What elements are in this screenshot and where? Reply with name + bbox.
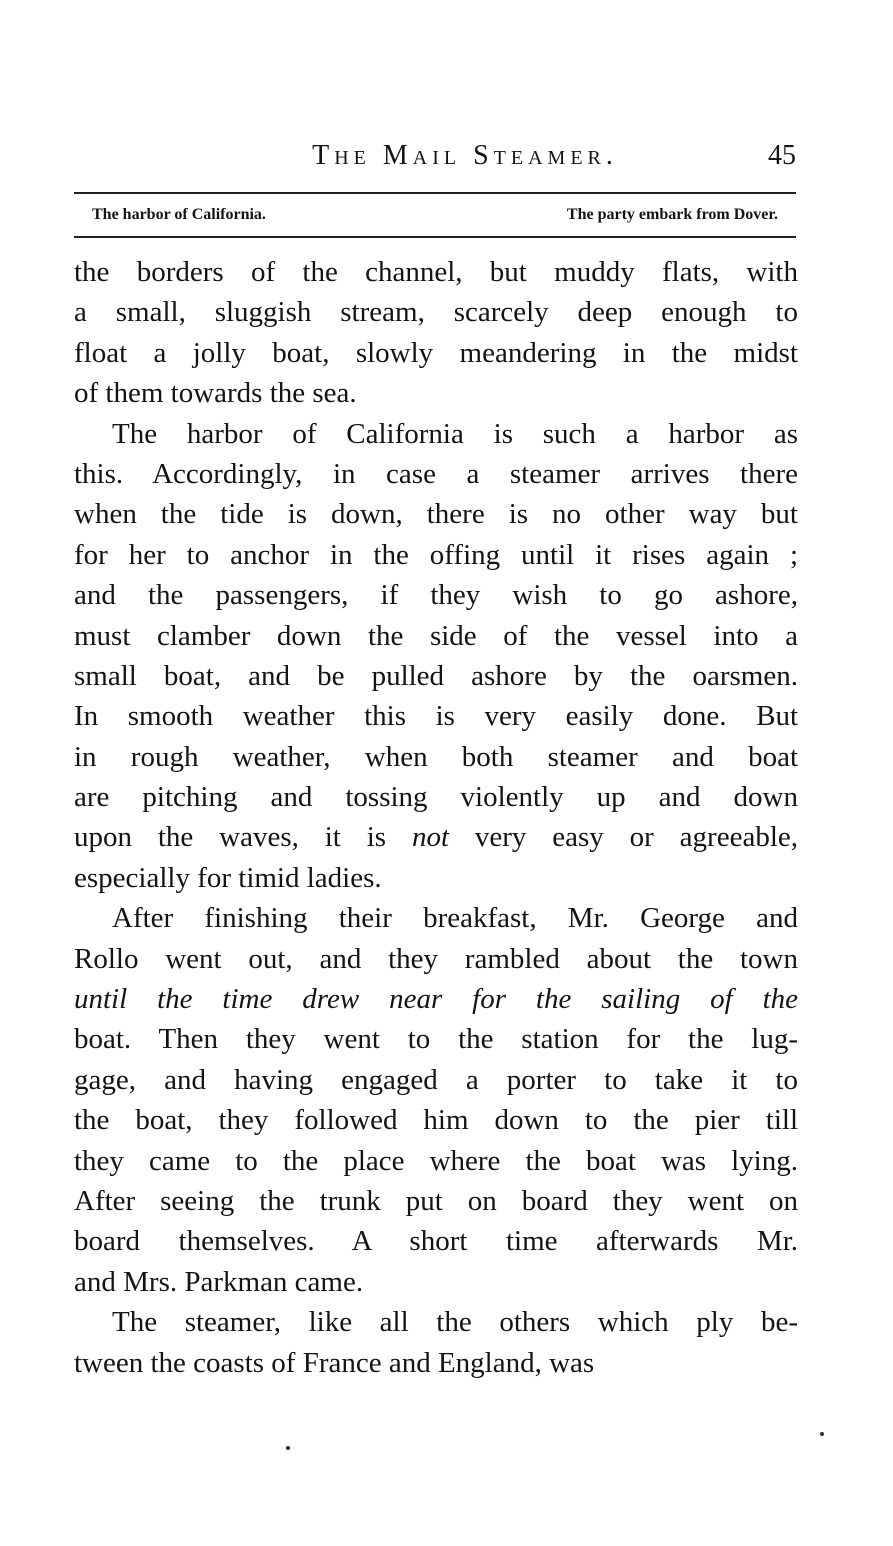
text-segment: are pitching and tossing violently up and down <box>74 781 798 814</box>
text-line <box>74 1221 798 1261</box>
text-segment: small boat, and be pulled ashore by the oarsmen. <box>74 659 798 692</box>
text-segment: float a jolly boat, slowly meandering in the midst <box>74 336 798 369</box>
italic-text: until the time drew near for the sailing of the <box>74 983 798 1016</box>
paragraph <box>74 252 798 414</box>
text-line <box>74 656 798 696</box>
text-segment: in rough weather, when both steamer and boat <box>74 740 798 773</box>
text-segment: upon the waves, it is <box>74 821 412 854</box>
text-segment: the boat, they followed him down to the pier till <box>74 1104 798 1137</box>
body-text <box>74 252 798 1383</box>
text-segment: they came to the place where the boat was lying. <box>74 1144 798 1177</box>
text-line <box>74 494 798 534</box>
text-line <box>74 535 798 575</box>
stray-mark <box>286 1446 290 1450</box>
text-segment: must clamber down the side of the vessel into a <box>74 619 798 652</box>
text-segment: very easy or agreeable, <box>449 821 798 854</box>
text-segment: a small, sluggish stream, scarcely deep enough to <box>74 296 798 329</box>
text-line <box>74 1181 798 1221</box>
text-segment: Rollo went out, and they rambled about the town <box>74 942 798 975</box>
text-line <box>74 616 798 656</box>
text-segment: for her to anchor in the offing until it rises again ; <box>74 538 798 571</box>
text-segment: gage, and having engaged a porter to take it to <box>74 1063 798 1096</box>
text-segment: The harbor of California is such a harbor as <box>112 417 798 450</box>
text-segment: when the tide is down, there is no other way but <box>74 498 798 531</box>
text-segment: After seeing the trunk put on board they went on <box>74 1184 798 1217</box>
text-line <box>74 898 798 938</box>
text-line <box>74 1343 798 1383</box>
side-headings <box>74 200 796 230</box>
paragraph <box>74 414 798 899</box>
text-line <box>74 373 798 413</box>
text-line <box>74 1100 798 1140</box>
text-segment: board themselves. A short time afterwards Mr. <box>74 1225 798 1258</box>
text-line <box>74 414 798 454</box>
side-heading-left: The harbor of California. <box>92 206 266 223</box>
text-line <box>74 252 798 292</box>
text-line <box>74 333 798 373</box>
text-segment: boat. Then they went to the station for the lug- <box>74 1023 798 1056</box>
text-segment: In smooth weather this is very easily done. But <box>74 700 798 733</box>
header-rule-top <box>74 192 796 194</box>
text-segment: the borders of the channel, but muddy flats, with <box>74 256 798 288</box>
text-line <box>74 696 798 736</box>
text-line <box>74 939 798 979</box>
page-number: 45 <box>768 140 796 171</box>
text-segment: of them towards the sea. <box>74 377 357 410</box>
text-segment: After finishing their breakfast, Mr. George and <box>112 902 798 935</box>
text-line <box>74 1019 798 1059</box>
header-rule-bottom <box>74 236 796 238</box>
text-line <box>74 575 798 615</box>
paragraph <box>74 1302 798 1383</box>
side-heading-right: The party embark from Dover. <box>566 206 778 223</box>
text-segment: and the passengers, if they wish to go ashore, <box>74 579 798 612</box>
text-segment: tween the coasts of France and England, was <box>74 1346 595 1379</box>
text-line <box>74 292 798 332</box>
paragraph <box>74 898 798 1302</box>
text-segment: The steamer, like all the others which ply be- <box>112 1306 798 1339</box>
stray-mark <box>820 1432 824 1436</box>
text-segment: and Mrs. Parkman came. <box>74 1265 364 1298</box>
text-segment: especially for timid ladies. <box>74 861 382 894</box>
italic-text: not <box>411 821 449 854</box>
text-segment: this. Accordingly, in case a steamer arrives there <box>74 457 798 490</box>
text-line <box>74 737 798 777</box>
text-line <box>74 1141 798 1181</box>
text-line <box>74 817 798 857</box>
text-line <box>74 979 798 1019</box>
running-title: The Mail Steamer. <box>312 140 618 171</box>
text-line <box>74 1302 798 1342</box>
text-line <box>74 1060 798 1100</box>
text-line <box>74 777 798 817</box>
text-line <box>74 1262 798 1302</box>
running-head <box>74 136 796 176</box>
text-line <box>74 858 798 898</box>
text-line <box>74 454 798 494</box>
